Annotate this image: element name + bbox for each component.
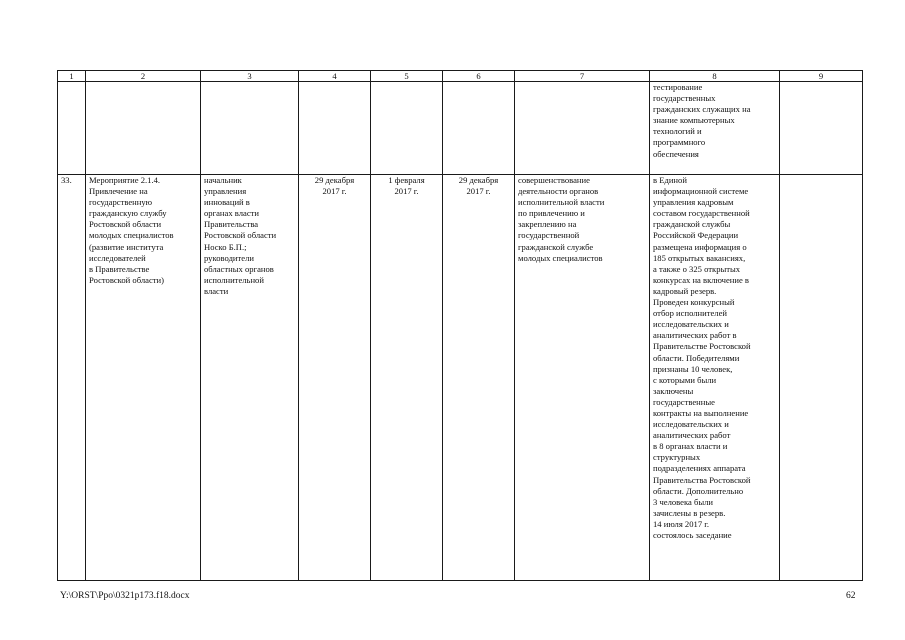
- table-row-33: [58, 175, 863, 581]
- cell-date-3: 29 декабря 2017 г.: [443, 175, 515, 581]
- cell-date-1: 29 декабря 2017 г.: [299, 175, 371, 581]
- col-header-4: 4: [299, 71, 371, 82]
- cell-activity: [86, 82, 201, 175]
- table-row-continuation: [58, 82, 863, 175]
- col-header-6: 6: [443, 71, 515, 82]
- cell-responsible: [201, 82, 299, 175]
- cell-activity: Мероприятие 2.1.4. Привлечение на государственную гражданскую службу Ростовской области молодых специалистов (развитие института исследователей в Правительстве Ростовской области): [86, 175, 201, 581]
- col-header-1: 1: [58, 71, 86, 82]
- cell-expected-result: совершенствование деятельности органов исполнительной власти по привлечению и закреплению на государственной гражданской службе молодых специалистов: [515, 175, 650, 581]
- cell-notes: [780, 175, 863, 581]
- footer-file-path: Y:\ORST\Ppo\0321p173.f18.docx: [60, 591, 190, 601]
- cell-actual-result: тестирование государственных гражданских служащих на знание компьютерных технологий и программного обеспечения: [650, 82, 780, 175]
- header-row: [58, 71, 863, 82]
- cell-date-3: [443, 82, 515, 175]
- page-number: 62: [846, 591, 856, 601]
- cell-responsible: начальник управления инноваций в органах власти Правительства Ростовской области Носко Б.П.; руководители областных органов исполнительной власти: [201, 175, 299, 581]
- cell-date-2: 1 февраля 2017 г.: [371, 175, 443, 581]
- col-header-3: 3: [201, 71, 299, 82]
- cell-expected-result: [515, 82, 650, 175]
- cell-date-2: [371, 82, 443, 175]
- cell-date-1: [299, 82, 371, 175]
- col-header-9: 9: [780, 71, 863, 82]
- col-header-2: 2: [86, 71, 201, 82]
- cell-number: [58, 82, 86, 175]
- cell-notes: [780, 82, 863, 175]
- cell-number: 33.: [58, 175, 86, 581]
- cell-actual-result: в Единой информационной системе управления кадровым составом государственной гражданской службы Российской Федерации размещена информация о 185 открытых вакансиях, а также о 325 открытых конкурсах на включение в кадровый резерв. Проведен конкурсный отбор исполнителей исследовательских и аналитических работ в Правительстве Ростовской области. Победителями признаны 10 человек, с которыми были заключены государственные контракты на выполнение исследовательских и аналитических работ в 8 органах власти и структурных подразделениях аппарата Правительства Ростовской области. Дополнительно 3 человека были зачислены в резерв. 14 июля 2017 г. состоялось заседание: [650, 175, 780, 581]
- col-header-8: 8: [650, 71, 780, 82]
- col-header-5: 5: [371, 71, 443, 82]
- col-header-7: 7: [515, 71, 650, 82]
- plan-table: [57, 70, 863, 581]
